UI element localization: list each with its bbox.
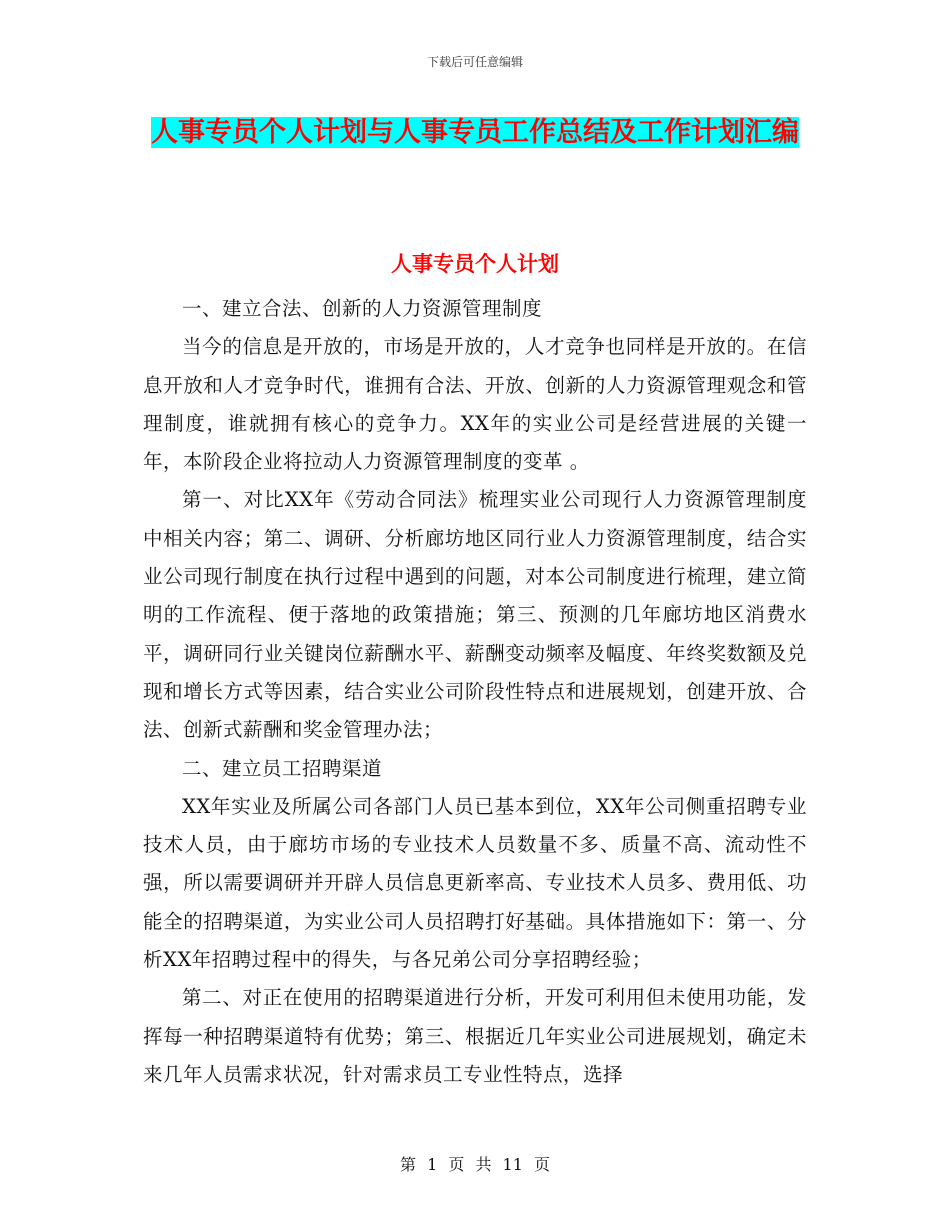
paragraph-heading-1: 一、建立合法、创新的人力资源管理制度 — [182, 297, 543, 320]
paragraph-heading-2: 二、建立员工招聘渠道 — [182, 756, 383, 780]
document-title — [140, 110, 810, 156]
paragraph: 第二、对正在使用的招聘渠道进行分析，开发可利用但未使用功能，发挥每一种招聘渠道特有优势；第三、根据近几年实业公司进展规划，确定未来几年人员需求状况，针对需求员工专业性特点，选择 — [143, 986, 807, 1086]
paragraph: 当今的信息是开放的，市场是开放的，人才竞争也同样是开放的。在信息开放和人才竞争时代，谁拥有合法、开放、创新的人力资源管理观念和管理制度，谁就拥有核心的竞争力。XX年的实业公司是经营进展的关键一年，本阶段企业将拉动人力资源管理制度的变革 。 — [143, 335, 807, 474]
paragraph: XX年实业及所属公司各部门人员已基本到位，XX年公司侧重招聘专业技术人员，由于廊坊市场的专业技术人员数量不多、质量不高、流动性不强，所以需要调研并开辟人员信息更新率高、专业技术人员多、费用低、功能全的招聘渠道，为实业公司人员招聘打好基础。具体措施如下：第一、分析XX年招聘过程中的得失，与各兄弟公司分享招聘经验； — [143, 794, 807, 972]
document-body — [143, 290, 807, 1094]
page-footer: 第 1 页 共 11 页 — [400, 1155, 550, 1174]
document-title-text: 人事专员个人计划与人事专员工作总结及工作计划汇编 — [151, 117, 799, 148]
section-title: 人事专员个人计划 — [391, 252, 559, 276]
paragraph: 第一、对比XX年《劳动合同法》梳理实业公司现行人力资源管理制度中相关内容；第二、调研、分析廊坊地区同行业人力资源管理制度，结合实业公司现行制度在执行过程中遇到的问题，对本公司制度进行梳理，建立简明的工作流程、便于落地的政策措施；第三、预测的几年廊坊地区消费水平，调研同行业关键岗位薪酬水平、薪酬变动频率及幅度、年终奖数额及兑现和增长方式等因素，结合实业公司阶段性特点和进展规划，创建开放、合法、创新式薪酬和奖金管理办法； — [143, 488, 807, 742]
header-note: 下载后可任意编辑 — [426, 55, 523, 69]
